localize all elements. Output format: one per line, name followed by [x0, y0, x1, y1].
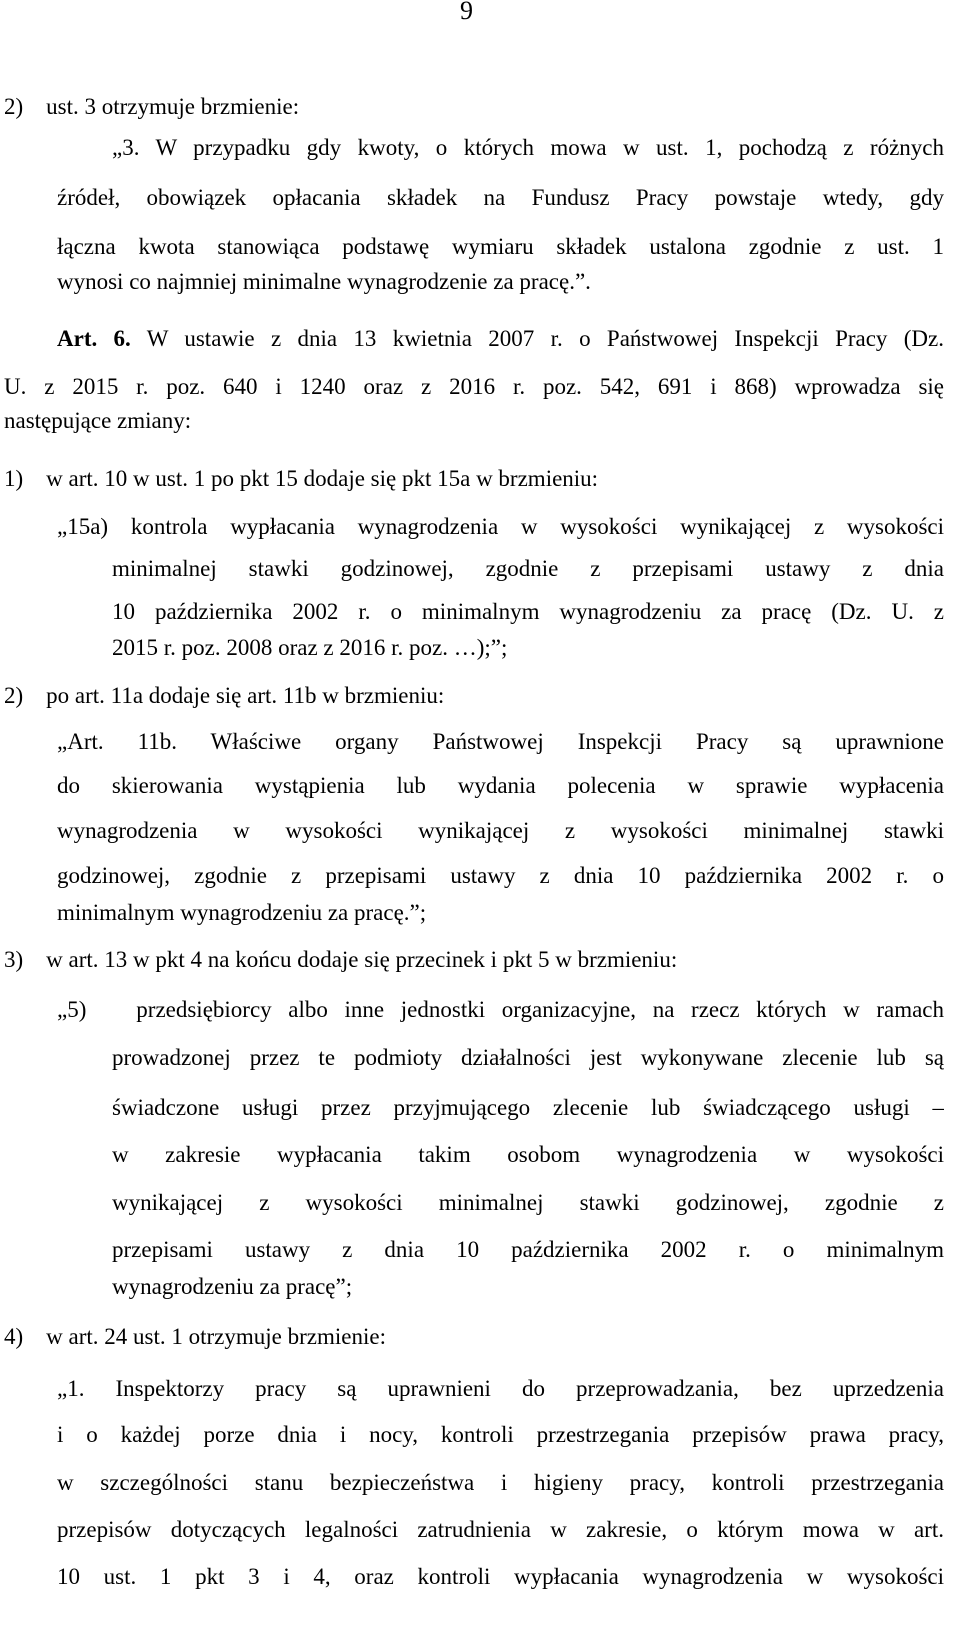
text-line: wynikającej z wysokości minimalnej stawki godzinowej, zgodnie z — [112, 1190, 944, 1215]
text-line: wynosi co najmniej minimalne wynagrodzenie za pracę.”. — [57, 269, 591, 294]
text-line: łączna kwota stanowiąca podstawę wymiaru składek ustalona zgodnie z ust. 1 — [57, 234, 944, 259]
text-line: godzinowej, zgodnie z przepisami ustawy z dnia 10 października 2002 r. o — [57, 863, 944, 888]
text-line: „Art. 11b. Właściwe organy Państwowej Inspekcji Pracy są uprawnione — [57, 729, 944, 754]
text-line: prowadzonej przez te podmioty działalności jest wykonywane zlecenie lub są — [112, 1045, 944, 1070]
text-line: świadczone usługi przez przyjmującego zlecenie lub świadczącego usługi – — [112, 1095, 944, 1120]
text-line: „15a) kontrola wypłacania wynagrodzenia w wysokości wynikającej z wysokości — [57, 514, 944, 539]
text-line: następujące zmiany: — [4, 408, 192, 433]
text-line: 2) ust. 3 otrzymuje brzmienie: — [4, 94, 300, 119]
text-line: minimalnej stawki godzinowej, zgodnie z przepisami ustawy z dnia — [112, 556, 944, 581]
text-line: „3. W przypadku gdy kwoty, o których mowa w ust. 1, pochodzą z różnych — [112, 135, 944, 160]
text-line: 1) w art. 10 w ust. 1 po pkt 15 dodaje się pkt 15a w brzmieniu: — [4, 466, 599, 491]
page-number: 9 — [460, 0, 473, 25]
text-line: źródeł, obowiązek opłacania składek na Fundusz Pracy powstaje wtedy, gdy — [57, 185, 944, 210]
text-line: „1. Inspektorzy pracy są uprawnieni do przeprowadzania, bez uprzedzenia — [57, 1376, 944, 1401]
text-line: 2015 r. poz. 2008 oraz z 2016 r. poz. …);”; — [112, 635, 508, 660]
text-line: „5) przedsiębiorcy albo inne jednostki organizacyjne, na rzecz których w ramach — [57, 997, 944, 1022]
text-line: 3) w art. 13 w pkt 4 na końcu dodaje się przecinek i pkt 5 w brzmieniu: — [4, 947, 678, 972]
text-line: 10 października 2002 r. o minimalnym wynagrodzeniu za pracę (Dz. U. z — [112, 599, 944, 624]
text-line: w szczególności stanu bezpieczeństwa i higieny pracy, kontroli przestrzegania — [57, 1470, 944, 1495]
text-line: wynagrodzenia w wysokości wynikającej z wysokości minimalnej stawki — [57, 818, 944, 843]
text-line: do skierowania wystąpienia lub wydania polecenia w sprawie wypłacenia — [57, 773, 944, 798]
text-line: Art. 6. W ustawie z dnia 13 kwietnia 2007 r. o Państwowej Inspekcji Pracy (Dz. — [57, 326, 944, 351]
text-line: minimalnym wynagrodzeniu za pracę.”; — [57, 900, 427, 925]
text-line: w zakresie wypłacania takim osobom wynagrodzenia w wysokości — [112, 1142, 944, 1167]
text-line: 10 ust. 1 pkt 3 i 4, oraz kontroli wypłacania wynagrodzenia w wysokości — [57, 1564, 944, 1589]
text-line: przepisami ustawy z dnia 10 października 2002 r. o minimalnym — [112, 1237, 944, 1262]
text-line: i o każdej porze dnia i nocy, kontroli przestrzegania przepisów prawa pracy, — [57, 1422, 944, 1447]
text-line: 4) w art. 24 ust. 1 otrzymuje brzmienie: — [4, 1324, 386, 1349]
text-line: U. z 2015 r. poz. 640 i 1240 oraz z 2016 r. poz. 542, 691 i 868) wprowadza się — [4, 374, 944, 399]
text-line: 2) po art. 11a dodaje się art. 11b w brzmieniu: — [4, 683, 445, 708]
text-line: przepisów dotyczących legalności zatrudnienia w zakresie, o którym mowa w art. — [57, 1517, 944, 1542]
text-line: wynagrodzeniu za pracę”; — [112, 1274, 353, 1299]
